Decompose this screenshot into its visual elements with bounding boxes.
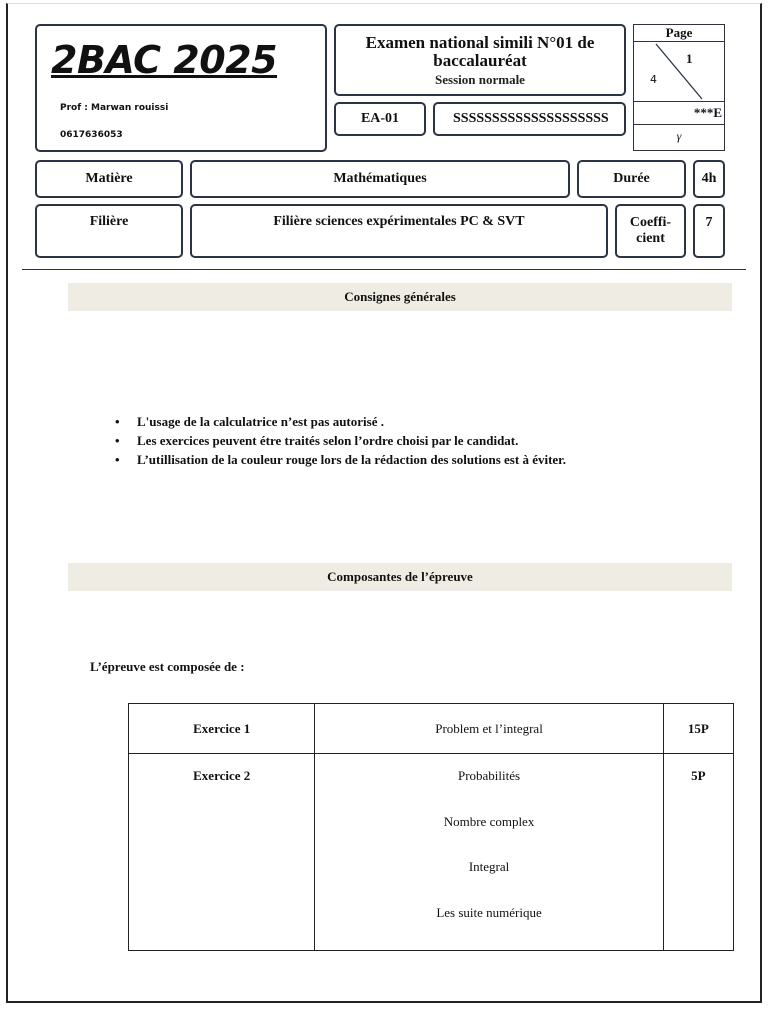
composantes-intro: L’épreuve est composée de : (90, 659, 245, 674)
topic-item: Les suite numérique (436, 904, 542, 920)
exam-title-box (334, 24, 626, 96)
topic-item: Integral (468, 859, 510, 874)
filiere-label: Filière (35, 204, 183, 258)
exercise-cell: Exercice 2 (129, 754, 315, 951)
consignes-list (115, 412, 566, 469)
coeff-value: 7 (693, 204, 725, 258)
brand-title: 2BAC 2025 (51, 38, 278, 82)
exam-session: Session normale (435, 72, 525, 87)
prof-name: Prof : Marwan rouissi (60, 103, 169, 113)
coeff-label: Coeffi- cient (615, 204, 686, 258)
exam-title: Examen national simili N°01 de baccalauréat (365, 33, 595, 70)
composantes-heading: Composantes de l’épreuve (68, 563, 732, 591)
list-item: • L’utillisation de la couleur rouge lors de la rédaction des solutions est à éviter. (115, 452, 567, 467)
topic-cell (315, 754, 663, 951)
page-diagonal (634, 42, 726, 101)
bullet-icon: • (115, 414, 120, 429)
prof-phone: 0617636053 (60, 130, 123, 140)
topic-cell: Problem et l’integral (315, 704, 663, 754)
page-label: Page (634, 25, 724, 42)
topic-item: Nombre complex (443, 813, 535, 829)
bullet-icon: • (115, 433, 120, 448)
gamma-symbol: γ (676, 129, 682, 143)
header-divider (22, 269, 746, 270)
duree-value: 4h (693, 160, 725, 198)
topic-item: Probabilités (457, 768, 521, 783)
page-total: 4 (650, 73, 657, 86)
table-row (129, 704, 734, 754)
brand-box (35, 24, 327, 152)
bullet-icon: • (115, 452, 120, 467)
points-cell: 15P (663, 704, 733, 754)
serial-code: SSSSSSSSSSSSSSSSSSSS (433, 102, 626, 136)
list-item: • L'usage de la calculatrice n’est pas autorisé . (115, 414, 384, 429)
filiere-value: Filière sciences expérimentales PC & SVT (190, 204, 608, 258)
page-panel (633, 24, 725, 151)
page-current: 1 (686, 51, 693, 66)
ea-code: EA-01 (334, 102, 426, 136)
composantes-table (128, 703, 734, 951)
matiere-label: Matière (35, 160, 183, 198)
page-code: ***E (634, 101, 724, 125)
table-row (129, 754, 734, 951)
list-item: • Les exercices peuvent étre traités selon l’ordre choisi par le candidat. (115, 433, 519, 448)
points-cell: 5P (663, 754, 733, 951)
exercise-cell: Exercice 1 (129, 704, 315, 754)
consignes-heading: Consignes générales (68, 283, 732, 311)
duree-label: Durée (577, 160, 686, 198)
matiere-value: Mathématiques (190, 160, 570, 198)
